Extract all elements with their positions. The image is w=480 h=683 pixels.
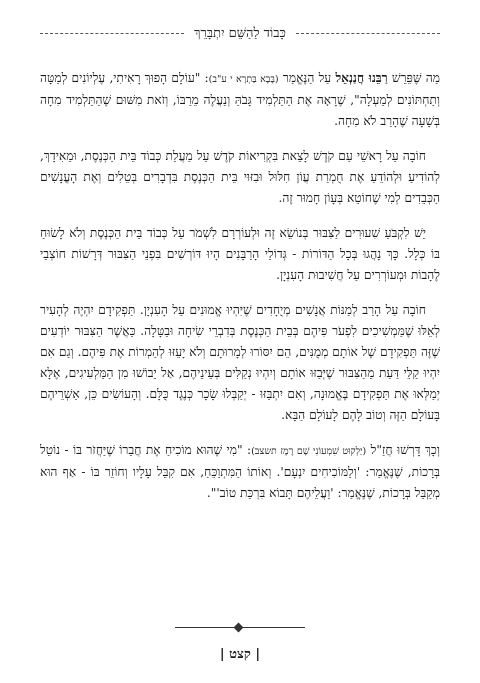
paragraph-5-intro: וְכָךְ דָּרְשׁוּ חֲזַ"ל [366, 443, 441, 457]
author-name: רַבֵּנוּ חֲנַנְאֵל [335, 71, 388, 85]
paragraph-1-intro: מַה שֶּׁפֵּרֵשׁ [387, 71, 440, 85]
source-citation-2: (יַלְקוּט שִׁמְעוֹנִי שָׁם רֶמֶז תשצב) [251, 446, 367, 457]
paragraph-2: חוֹבָה עַל רָאשֵׁי עַם קֹדֶשׁ לָצֵאת בִּקְרִיאוֹת קֹדֶשׁ עַל מַעֲלַת כְּבוֹד בֵּית הַכְּנֶסֶת, וּמֵאִידָךְ, לְהוֹדִיעַ וּלְהוֹדֵעַ אֶת חֻמְרַת עֲוֹן חִלּוּל וּבִזּוּי בֵּית הַכְּנֶסֶת בִּדְבָרִים בְּטֵלִים וְאֶת הָעֳנָשִׁים הַכְּבֵדִים לְמִי שֶׁחוֹטֵא בְּעָוֹן חָמוּר זֶה. [40, 149, 440, 205]
paragraph-5-body: : "מִי שֶׁהוּא מוֹכִיחַ אֶת חֲבֵרוֹ שֶׁיַּחֲזֹר בּוֹ - נוֹטֵל בְּרָכוֹת, שֶׁנֶּאֱמַר: 'וְלַמּוֹכִיחִים יִנְעָם'. וְאוֹתוֹ הַמִּתְוַכֵּחַ, אִם קִבֵּל עָלָיו וְחוֹזֵר בּוֹ - אַף הוּא מְקַבֵּל בְּרָכוֹת, שֶׁנֶּאֱמַר: 'וַעֲלֵיהֶם תָּבוֹא בִּרְכַּת טוֹב'". [40, 443, 440, 500]
page-number: | קצט | [219, 647, 261, 662]
running-header-title: כָּבוֹד לַהַשֵּׁם יִתְבָּרֵךְ [194, 26, 286, 41]
running-header [40, 18, 440, 48]
paragraph-3: יֵשׁ לִקְבֹּעַ שִׁעוּרִים לַצִּבּוּר בְּנוֹשֵׂא זֶה וּלְעוֹרְרָם לִשְׁמֹר עַל כְּבוֹד בֵּית הַכְּנֶסֶת וְלֹא לָשׂוּחַ בּוֹ כְּלָל. כָּךְ נָהֲגוּ בְּכָל הַדּוֹרוֹת - גְּדוֹלֵי הָרַבָּנִים הָיוּ דּוֹרְשִׁים בִּפְנֵי הַצִּבּוּר דְּרָשׁוֹת חוֹצְבֵי לֶהָבוֹת וּמְעוֹרְרִים עַל חֲשִׁיבוּת הָעִנְיָן. [40, 226, 440, 282]
paragraph-1-body: : "עוֹלָם הָפוּךְ רָאִיתִי, עֶלְיוֹנִים לְמַטָּה וְתַחְתּוֹנִים לְמַעְלָה", שֶׁרָאָה אֶת הַתַּלְמִיד גָּבֹהַּ וְנַעֲלֶה מֵרַבּוֹ, וְזֹאת מִשּׁוּם שֶׁהַתַּלְמִיד מִחָה בְּשָׁעָה שֶׁהָרַב לֹא מִחָה. [40, 71, 440, 128]
paragraph-4: חוֹבָה עַל הָרַב לְמַנּוֹת אֲנָשִׁים מְיֻחָדִים שֶׁיִּהְיוּ אֱמוּנִים עַל הָעִנְיָן. תַּפְקִידָם יִהְיֶה לְהָעִיר לְאֵלּוּ שֶׁמַּמְשִׁיכִים לִפְעֹר פִּיהֶם בְּבֵית הַכְּנֶסֶת בְּדִבְרֵי שִׂיחָה וּבַטָּלָה. כַּאֲשֶׁר הַצִּבּוּר יוֹדְעִים שֶׁזֶּה תַּפְקִידָם שֶׁל אוֹתָם מְמֻנִּים, הֵם יִסּוֹרוּ לְמָרוּתָם וְלֹא יָעֵזּוּ לְהַמְרוֹת אֶת פִּיהֶם. וְגַם אִם יִהְיוּ קַלֵּי דַּעַת מֵהַצִּבּוּר שֶׁיְּבַזּוּ אוֹתָם וְיִהְיוּ נְקַלִּים בְּעֵינֵיהֶם, אַל יֵבוֹשׁוּ מִן הַמַּלְעִיגִים, אֶלָּא יְמַלְּאוּ אֶת תַּפְקִידָם בֶּאֱמוּנָה, וְאִם יִתְבַּזּוּ - יְקַבְּלוּ שָׂכָר כְּנֶגֶד כֻּלָּם. וְהָעוֹשִׂים כֵּן, אַשְׁרֵיהֶם בָּעוֹלָם הַזֶּה וְטוֹב לָהֶם לָעוֹלָם הַבָּא. [40, 303, 440, 422]
paragraph-1 [40, 68, 440, 132]
footer-ornament [175, 627, 305, 628]
header-rule-right [296, 33, 440, 34]
paragraph-5 [40, 440, 440, 504]
header-rule-left [40, 33, 184, 34]
paragraph-1-connector: עַל הַנֶּאֱמַר [278, 71, 336, 85]
diamond-icon [234, 623, 244, 633]
source-citation: (בָּבָא בַּתְרָא י ע"ב) [208, 74, 279, 85]
